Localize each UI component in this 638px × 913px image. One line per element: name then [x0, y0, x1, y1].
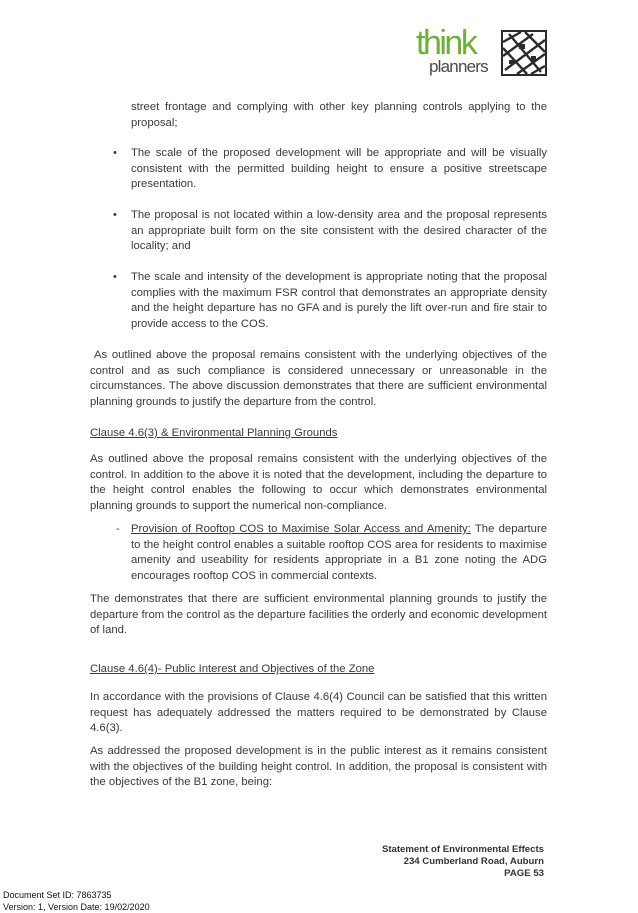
- dash-item-title: Provision of Rooftop COS to Maximise Solar Access and Amenity:: [131, 523, 471, 535]
- logo-think-text: think: [416, 24, 476, 62]
- logo-map-icon: [501, 30, 547, 76]
- section-heading: Clause 4.6(4)- Public Interest and Objectives of the Zone: [90, 663, 375, 675]
- logo-planners-text: planners: [429, 57, 488, 76]
- dash-item: [131, 522, 547, 584]
- document-set-id: Document Set ID: 7863735: [3, 890, 112, 900]
- bullet-item: The scale of the proposed development will be appropriate and will be visually consistent with the permitted building height to ensure a positive streetscape presentation.: [131, 147, 547, 191]
- bullet-item: The scale and intensity of the development is appropriate noting that the proposal complies with the maximum FSR control that demonstrates an appropriate density and the height departure has no GFA and is purely the lift over-run and fire stair to provide access to the COS.: [131, 271, 547, 330]
- dash-symbol: -: [116, 523, 120, 535]
- outlined-paragraph: As outlined above the proposal remains consistent with the underlying objectives of the control and as such compliance is considered unnecessary or unreasonable in the circumstances. The above discussion demonstrates that there are sufficient environmental planning grounds to justify the departure from the control.: [90, 349, 547, 408]
- document-set-stamp: [3, 889, 150, 913]
- page-footer: [382, 844, 544, 881]
- footer-address: 234 Cumberland Road, Auburn: [403, 856, 544, 868]
- bullet-item: The proposal is not located within a low-density area and the proposal represents an appropriate built form on the site consistent with the desired character of the locality; and: [131, 209, 547, 253]
- version-info: Version: 1, Version Date: 19/02/2020: [3, 902, 150, 912]
- demonstrates-paragraph: The demonstrates that there are sufficient environmental planning grounds to justify the departure from the control as the departure facilities the orderly and economic development of land.: [90, 593, 547, 637]
- footer-title: Statement of Environmental Effects: [381, 844, 544, 855]
- bullet-symbol: •: [113, 271, 117, 283]
- public-interest-paragraph: As addressed the proposed development is in the public interest as it remains consistent with the objectives of the building height control. In addition, the proposal is consistent with the objectives of the B1 zone, being:: [90, 745, 547, 789]
- environmental-grounds-paragraph: As outlined above the proposal remains consistent with the underlying objectives of the control. In addition to the above it is noted that the development, including the departure to the height control enables the following to occur which demonstrates environmental planning grounds to support the numerical non-compliance.: [90, 453, 547, 512]
- accordance-paragraph: In accordance with the provisions of Clause 4.6(4) Council can be satisfied that this written request has adequately addressed the matters required to be demonstrated by Clause 4.6(3).: [90, 691, 547, 735]
- section-heading: Clause 4.6(3) & Environmental Planning Grounds: [90, 427, 338, 439]
- bullet-symbol: •: [113, 147, 117, 159]
- dash-item-text: The departure to the height control enables a suitable rooftop COS area for residents to maximise amenity and useability for residents appropriate in a B1 zone noting the ADG encourages rooftop COS in commercial contexts.: [131, 523, 547, 582]
- bullet-symbol: •: [113, 209, 117, 221]
- page-number: PAGE 53: [504, 868, 544, 880]
- continuation-paragraph: street frontage and complying with other key planning controls applying to the proposal;: [131, 101, 547, 129]
